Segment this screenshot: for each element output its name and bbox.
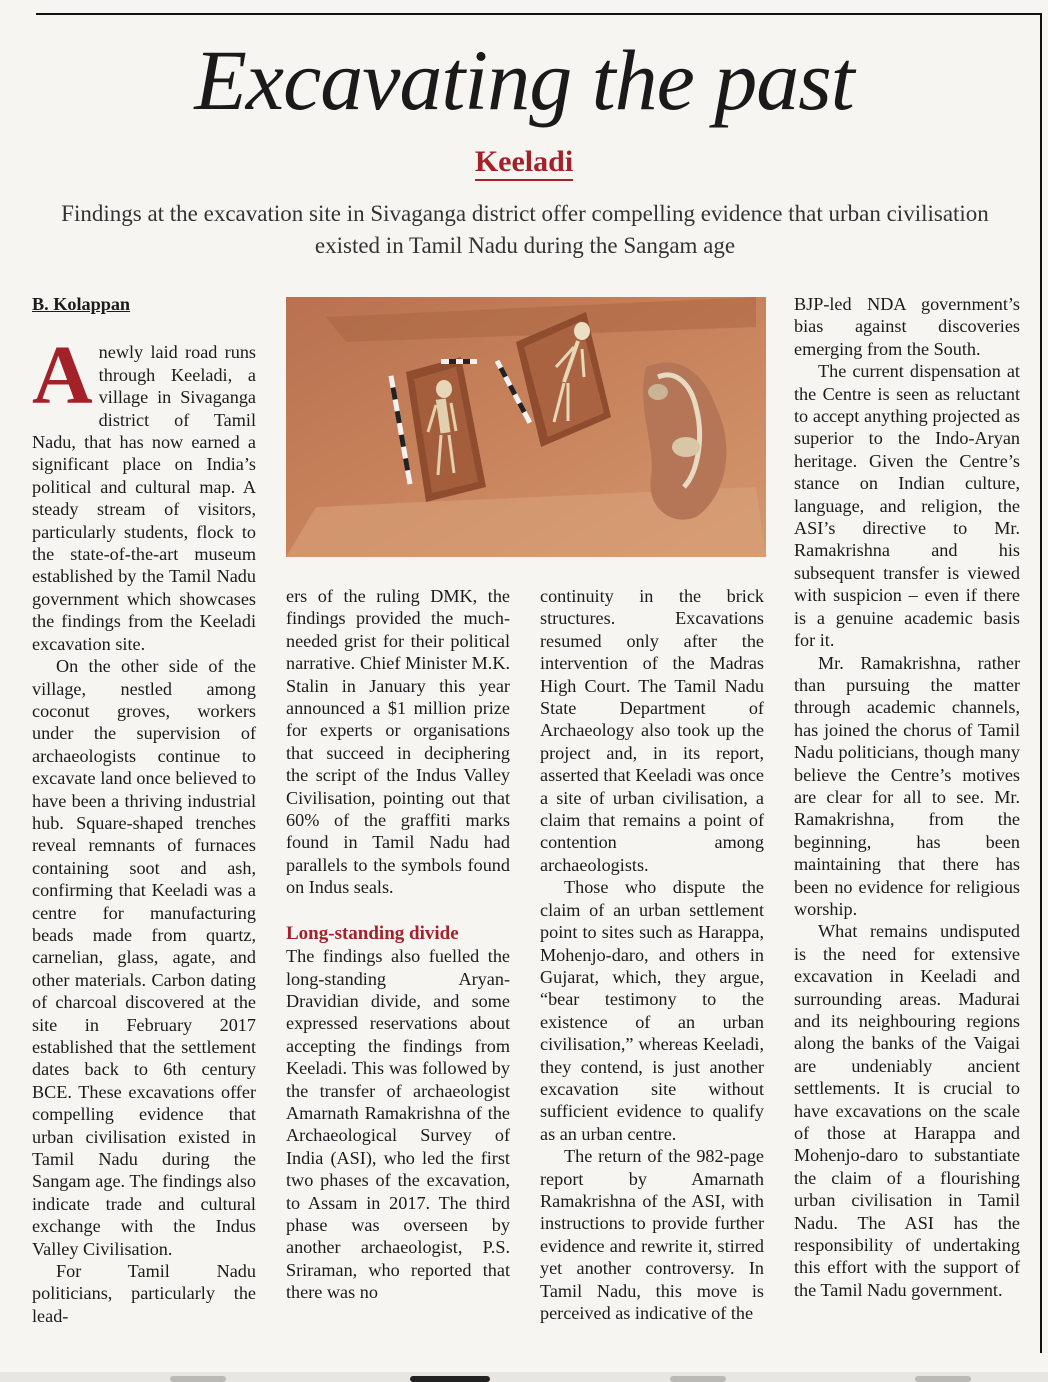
- col4-paragraph-2: The current dispensation at the Centre is seen as reluctant to accept anything projected as superior to the Indo-Aryan heritage. Given the Centre’s stance on Indian culture, language, and religion, the ASI’s directive to Mr. Ramakrishna and his subsequent transfer is viewed with suspicion – even if there is a genuine academic basis for it.: [794, 361, 1020, 651]
- col3-paragraph-2: Those who dispute the claim of an urban settlement point to sites such as Harappa, Mohenjo-daro, and others in Gujarat, which, they argue, “bear testimony to the existence of an urban civilisation,” whereas Keeladi, they contend, is just another excavation site without sufficient evidence to qualify as an urban centre.: [540, 877, 764, 1144]
- standfirst: Findings at the excavation site in Sivaganga district offer compelling evidence that urban civilisation existed in Tamil Nadu during the Sangam age: [61, 201, 989, 258]
- column-3: [540, 585, 764, 1324]
- subhead: Long-standing divide: [286, 922, 459, 944]
- column-1: [32, 293, 256, 1327]
- footer-bar: [0, 1372, 1048, 1382]
- excavated-skeletons-photo: [286, 297, 766, 557]
- kicker: [0, 145, 1048, 179]
- right-rule: [1040, 13, 1042, 1353]
- drop-cap: A: [32, 329, 93, 423]
- headline: Excavating the past: [194, 32, 854, 128]
- top-rule: [36, 13, 1042, 15]
- column-2: [286, 585, 510, 1304]
- footer-shape: [915, 1376, 971, 1382]
- col2-paragraph-1: ers of the ruling DMK, the findings provided the much-needed grist for their political narrative. Chief Minister M.K. Stalin in January this year announced a $1 million prize for experts or organisations that succeed in deciphering the script of the Indus Valley Civilisation, pointing out that 60% of the graffiti marks found in Tamil Nadu had parallels to the symbols found on Indus seals.: [286, 586, 510, 898]
- column-4: [794, 293, 1020, 1301]
- col2-paragraph-2: The findings also fuelled the long-standing Aryan-Dravidian divide, and some expressed reservations about accepting the findings from Keeladi. This was followed by the transfer of archaeologist Amarnath Ramakrishna of the Archaeological Survey of India (ASI), who led the first two phases of the excavation, to Assam in 2017. The third phase was overseen by another archaeologist, P.S. Sriraman, who reported that there was no: [286, 946, 510, 1303]
- col3-paragraph-1: continuity in the brick structures. Excavations resumed only after the intervention of the Madras High Court. The Tamil Nadu State Department of Archaeology also took up the project and, in its report, asserted that Keeladi was once a site of urban civilisation, a claim that remains a point of contention among archaeologists.: [540, 586, 764, 875]
- col1-paragraph-1: [32, 329, 256, 655]
- col1-paragraph-2: On the other side of the village, nestled among coconut groves, workers under the supervision of archaeologists continue to excavate land once believed to have been a thriving industrial hub. Square-shaped trenches reveal remnants of furnaces containing soot and ash, confirming that Keeladi was a centre for manufacturing beads made from quartz, carnelian, glass, agate, and other materials. Carbon dating of charcoal discovered at the site in February 2017 established that the settlement dates back to 6th century BCE. These excavations offer compelling evidence that urban civilisation existed in Tamil Nadu during the Sangam age. The findings also indicate trade and cultural exchange with the Indus Valley Civilisation.: [32, 656, 256, 1259]
- col4-paragraph-4: What remains undisputed is the need for extensive excavation in Keeladi and surrounding areas. Madurai and its neighbouring regions along the banks of the Vaigai are undeniably ancient settlements. It is crucial to have excavations on the scale of those at Harappa and Mohenjo-daro to substantiate the claim of a flourishing urban civilisation in Tamil Nadu. The ASI has the responsibility of undertaking this effort with the support of the Tamil Nadu government.: [794, 921, 1020, 1300]
- footer-shape: [670, 1376, 726, 1382]
- col3-paragraph-3: The return of the 982-page report by Amarnath Ramakrishna of the ASI, with instructions to provide further evidence and rewrite it, stirred yet another controversy. In Tamil Nadu, this move is perceived as indicative of the: [540, 1146, 764, 1323]
- col4-paragraph-1: BJP-led NDA government’s bias against discoveries emerging from the South.: [794, 294, 1020, 359]
- byline: B. Kolappan: [32, 294, 131, 314]
- col1-p1-text: newly laid road runs through Keeladi, a village in Sivaganga district of Tamil Nadu, that has now earned a significant place on India’s political and cultural map. A steady stream of visitors, particularly students, flock to the state-of-the-art museum established by the Tamil Nadu government which showcases the findings from the Keeladi excavation site.: [32, 342, 256, 654]
- col1-paragraph-3: For Tamil Nadu politicians, particularly the lead-: [32, 1261, 256, 1326]
- photo-illustration: [286, 297, 766, 557]
- col4-paragraph-3: Mr. Ramakrishna, rather than pursuing the matter through academic channels, has joined the chorus of Tamil Nadu politicians, though many believe the Centre’s motives are clear for all to see. Mr. Ramakrishna, from the beginning, has been maintaining that there has been no evidence for religious worship.: [794, 652, 1020, 919]
- kicker-text: Keeladi: [475, 145, 573, 181]
- footer-shape: [410, 1376, 490, 1382]
- footer-shape: [170, 1376, 226, 1382]
